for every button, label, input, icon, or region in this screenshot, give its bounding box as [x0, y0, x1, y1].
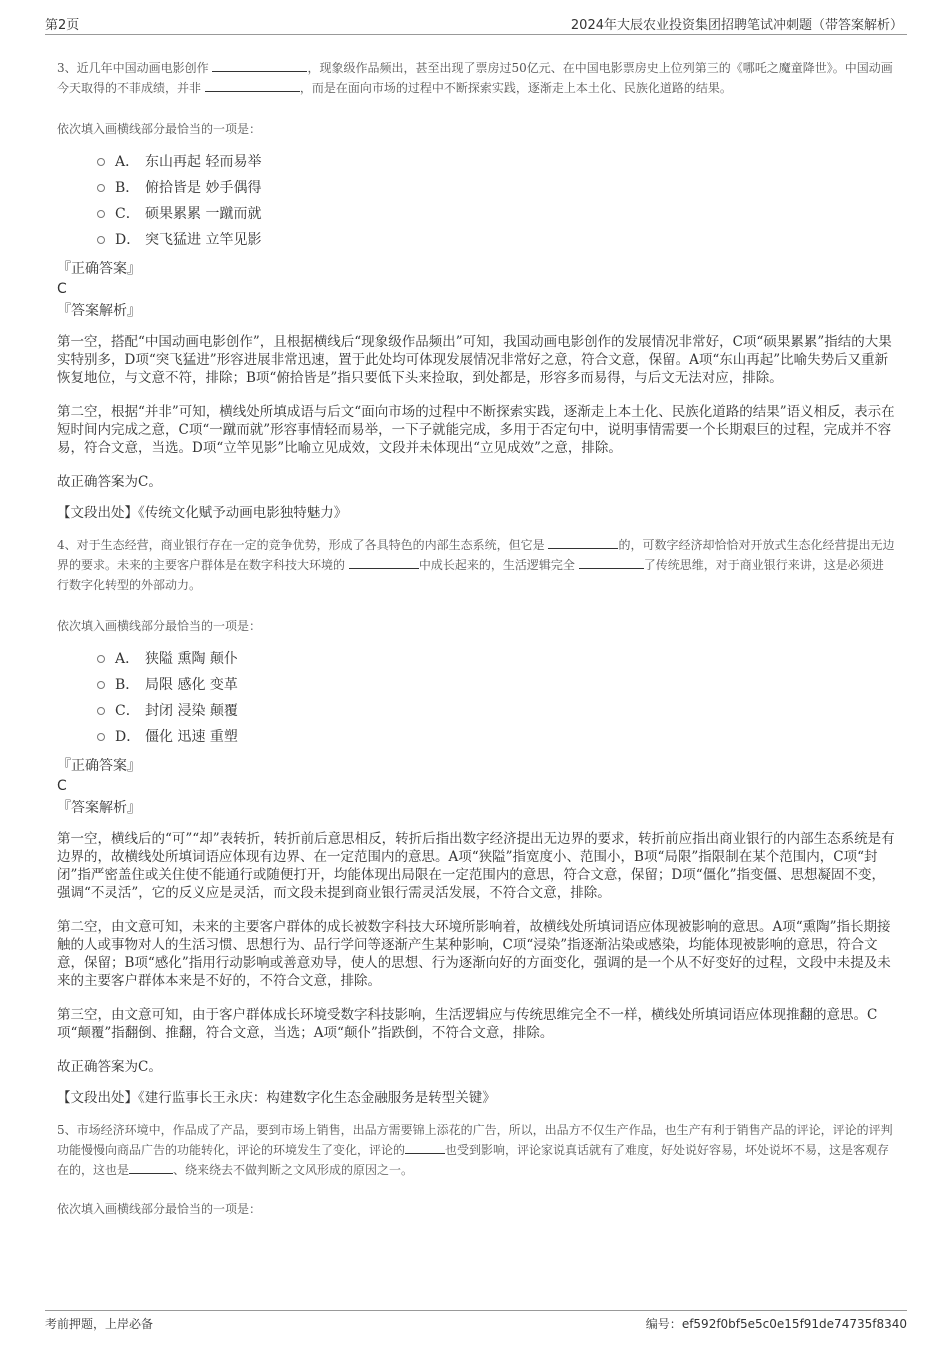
question-stem: 3、近几年中国动画电影创作 ，现象级作品频出，甚至出现了票房过50亿元、在中国电影票房史上位列第三的《哪吒之魔童降世》。中国动画今天取得的不菲成绩，并非 ，而是在面向市场的过程中不断探索实践，逐渐走上本土化、民族化道路的结果。 — [57, 58, 895, 98]
blank — [129, 1160, 173, 1174]
analysis-paragraph: 第二空，根据“并非”可知，横线处所填成语与后文“面向市场的过程中不断探索实践，逐渐走上本土化、民族化道路的结果”语义相反，表示在短时间内完成之意，C项“一蹴而就”形容事情轻而易举，一下子就能完成，多用于否定句中，说明事情需要一个长期艰巨的过程，完成并不容易，符合文意，当选。D项“立竿见影”比喻立见成效，文段并未体现出“立见成效”之意，排除。 — [57, 404, 895, 456]
radio-icon[interactable] — [97, 236, 105, 244]
radio-icon[interactable] — [97, 655, 105, 663]
blank — [349, 555, 419, 569]
analysis-conclusion: 故正确答案为C。 — [57, 1059, 162, 1075]
radio-icon[interactable] — [97, 184, 105, 192]
question-5 — [57, 1120, 895, 1217]
option-c[interactable]: C． 封闭 浸染 颠覆 — [97, 698, 895, 724]
option-a[interactable]: A． 狭隘 熏陶 颠仆 — [97, 646, 895, 672]
question-stem: 4、对于生态经营，商业银行存在一定的竞争优势，形成了各具特色的内部生态系统，但它是 的，可数字经济却恰恰对开放式生态化经营提出无边界的要求。未来的主要客户群体是在数字科技大环境的 中成长起来的，生活逻辑完全 了传统思维，对于商业银行来讲，这是必须进行数字化转型的外部动力。 — [57, 535, 895, 595]
blank — [579, 555, 644, 569]
question-4 — [57, 535, 895, 1108]
correct-answer: C — [57, 778, 67, 794]
document-code: 编号：ef592f0bf5e5c0e15f91de74735f8340 — [645, 1317, 907, 1331]
radio-icon[interactable] — [97, 707, 105, 715]
radio-icon[interactable] — [97, 681, 105, 689]
option-b[interactable]: B． 俯拾皆是 妙手偶得 — [97, 175, 895, 201]
page-number-label: 第2页 — [45, 18, 80, 33]
option-list — [57, 149, 895, 253]
radio-icon[interactable] — [97, 158, 105, 166]
blank — [405, 1140, 445, 1154]
answer-label: 『正确答案』 — [57, 261, 141, 277]
source-citation: 【文段出处】《建行监事长王永庆：构建数字化生态金融服务是转型关键》 — [57, 1090, 496, 1106]
question-instruction: 依次填入画横线部分最恰当的一项是： — [57, 1202, 262, 1216]
analysis-paragraph: 第二空，由文意可知，未来的主要客户群体的成长被数字科技大环境所影响着，故横线处所填词语应体现被影响的意思。A项“熏陶”指长期接触的人或事物对人的生活习惯、思想行为、品行学问等逐渐产生某种影响，C项“浸染”指逐渐沾染或感染，均能体现被影响的意思，符合文意，保留；B项“感化”指用行动影响或善意劝导，使人的思想、行为逐渐向好的方面变化，强调的是一个从不好变好的过程，文段中未提及未来的主要客户群体本来是不好的，不符合文意，排除。 — [57, 919, 891, 989]
source-citation: 【文段出处】《传统文化赋予动画电影独特魅力》 — [57, 505, 348, 521]
option-d[interactable]: D． 僵化 迅速 重塑 — [97, 724, 895, 750]
page-number: 2 — [58, 18, 67, 33]
blank — [205, 78, 300, 92]
option-d[interactable]: D． 突飞猛进 立竿见影 — [97, 227, 895, 253]
analysis-label: 『答案解析』 — [57, 303, 141, 319]
option-a[interactable]: A． 东山再起 轻而易举 — [97, 149, 895, 175]
correct-answer: C — [57, 281, 67, 297]
analysis-conclusion: 故正确答案为C。 — [57, 474, 162, 490]
analysis-paragraph: 第三空，由文意可知，由于客户群体成长环境受数字科技影响，生活逻辑应与传统思维完全不一样，横线处所填词语应体现推翻的意思。C项“颠覆”指翻倒、推翻，符合文意，当选；A项“颠仆”指跌倒，不符合文意，排除。 — [57, 1007, 878, 1041]
radio-icon[interactable] — [97, 733, 105, 741]
blank — [548, 535, 618, 549]
question-instruction: 依次填入画横线部分最恰当的一项是： — [57, 122, 262, 136]
analysis-paragraph: 第一空，搭配“中国动画电影创作”，且根据横线后“现象级作品频出”可知，我国动画电影创作的发展情况非常好，C项“硕果累累”指结的大果实特别多，D项“突飞猛进”形容进展非常迅速，置于此处均可体现发展情况非常好之意，符合文意，保留。A项“东山再起”比喻失势后又重新恢复地位，与文意不符，排除；B项“俯拾皆是”指只要低下头来捡取，到处都是，形容多而易得，与后文无法对应，排除。 — [57, 334, 892, 386]
page-footer — [45, 1310, 907, 1339]
analysis-label: 『答案解析』 — [57, 800, 141, 816]
blank — [212, 58, 307, 72]
footer-slogan: 考前押题，上岸必备 — [45, 1317, 154, 1331]
analysis-paragraph: 第一空，横线后的“可”“却”表转折，转折前后意思相反，转折后指出数字经济提出无边界的要求，转折前应指出商业银行的内部生态系统是有边界的，故横线处所填词语应体现有边界、在一定范围内的意思。A项“狭隘”指宽度小、范围小，B项“局限”指限制在某个范围内，C项“封闭”指严密盖住或关住使不能通行或随便打开，均能体现出局限在一定范围内的意思，符合文意，保留；D项“僵化”指变僵、思想凝固不变，强调“不灵活”，它的反义应是灵活，而文段未提到商业银行需灵活发展，不符合文意，排除。 — [57, 831, 895, 901]
question-instruction: 依次填入画横线部分最恰当的一项是： — [57, 619, 262, 633]
option-b[interactable]: B． 局限 感化 变革 — [97, 672, 895, 698]
document-body — [57, 58, 895, 1217]
document-title: 2024年大辰农业投资集团招聘笔试冲刺题（带答案解析） — [570, 18, 903, 33]
page-header — [45, 12, 907, 35]
question-stem: 5、市场经济环境中，作品成了产品，要到市场上销售，出品方需要锦上添花的广告，所以，出品方不仅生产作品，也生产有利于销售产品的评论，评论的评判功能慢慢向商品广告的功能转化，评论的环境发生了变化，评论的 也受到影响，评论家说真话就有了难度，好处说好容易，坏处说坏不易，这是客观存在的，这也是 、绕来绕去不做判断之文风形成的原因之一。 — [57, 1123, 893, 1177]
option-c[interactable]: C． 硕果累累 一蹴而就 — [97, 201, 895, 227]
radio-icon[interactable] — [97, 210, 105, 218]
question-3 — [57, 58, 895, 523]
option-list — [57, 646, 895, 750]
answer-label: 『正确答案』 — [57, 758, 141, 774]
